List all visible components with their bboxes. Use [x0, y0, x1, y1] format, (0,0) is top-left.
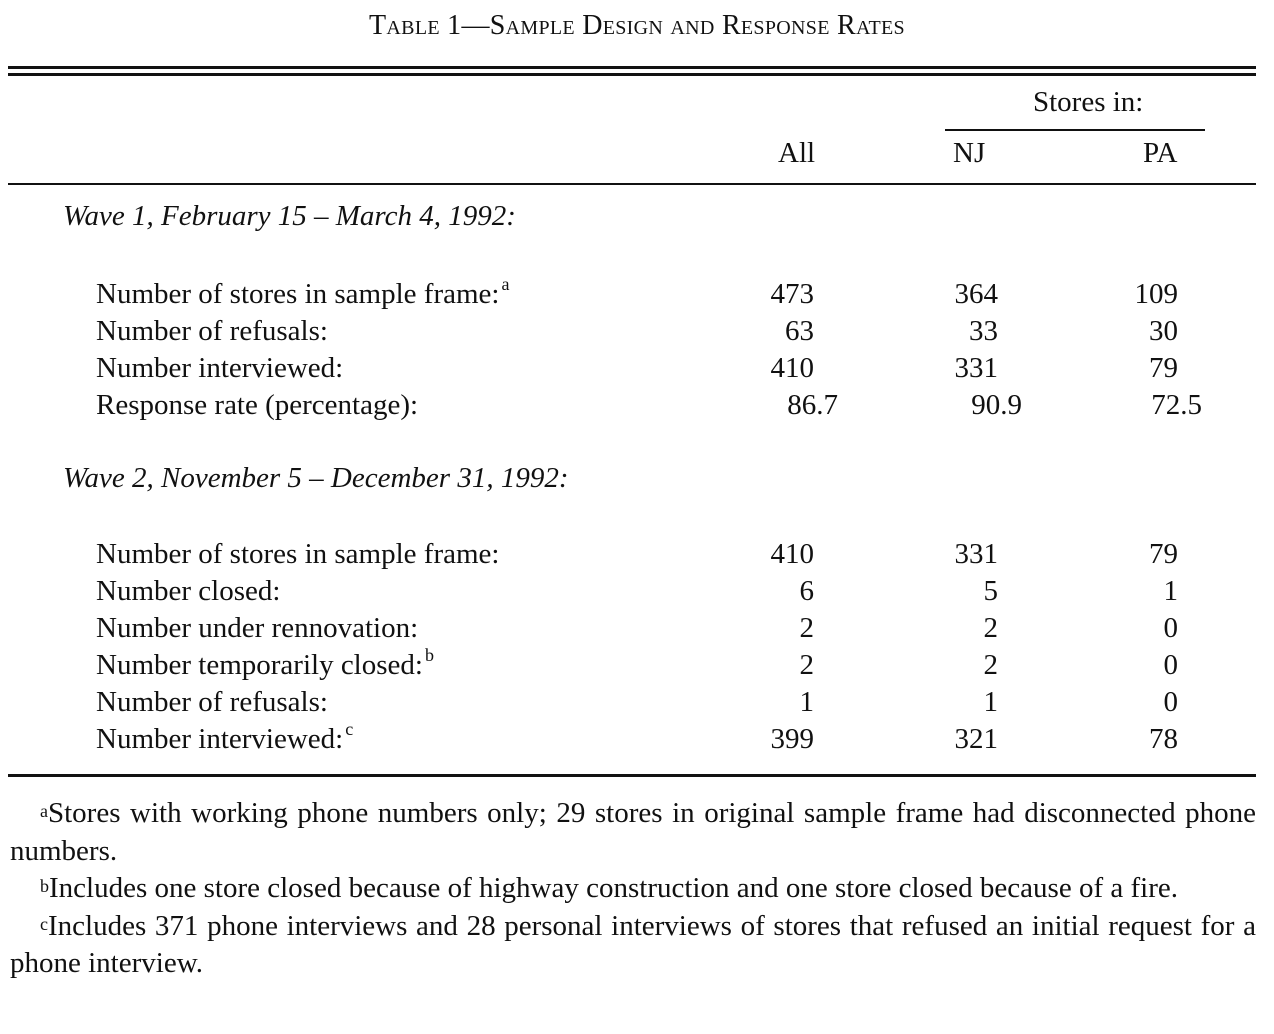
row-label: Number of refusals: — [96, 686, 328, 718]
cell-nj: 90.9 — [971, 389, 1022, 421]
cell-nj: 33 — [969, 315, 998, 347]
footnote-mark: a — [40, 801, 48, 821]
cell-all: 410 — [770, 538, 814, 570]
footnote-marker: b — [424, 645, 434, 665]
cell-nj: 2 — [983, 649, 998, 681]
row-label: Response rate (percentage): — [96, 389, 419, 421]
column-header-nj: NJ — [953, 137, 986, 169]
table-row — [0, 719, 1274, 760]
cell-pa: 0 — [1163, 612, 1178, 644]
column-header-pa: PA — [1143, 137, 1178, 169]
cell-all: 6 — [799, 575, 814, 607]
header-rule — [8, 183, 1256, 185]
footnote-marker: c — [345, 719, 354, 739]
column-group-spanner-rule — [945, 129, 1205, 131]
cell-pa: 30 — [1149, 315, 1178, 347]
table-row — [0, 274, 1274, 315]
row-label: Number of stores in sample frame: $^a$ — [96, 274, 510, 310]
table-row — [0, 686, 1274, 723]
row-label: Number under rennovation: — [96, 612, 419, 644]
cell-pa: 0 — [1163, 686, 1178, 718]
cell-pa: 0 — [1163, 649, 1178, 681]
footnote-marker: a — [501, 274, 510, 294]
row-label: Number of refusals: — [96, 315, 328, 347]
cell-pa: 109 — [1134, 278, 1178, 310]
cell-pa: 72.5 — [1151, 389, 1202, 421]
cell-all: 1 — [799, 686, 814, 718]
cell-all: 399 — [770, 723, 814, 755]
cell-nj: 321 — [954, 723, 998, 755]
section-heading-wave-2: Wave 2, November 5 – December 31, 1992: — [63, 462, 569, 494]
row-label: Number interviewed: $^c$ — [96, 719, 354, 755]
cell-pa: 1 — [1163, 575, 1178, 607]
bottom-rule — [8, 774, 1256, 777]
cell-all: 63 — [785, 315, 814, 347]
table-row — [0, 315, 1274, 352]
table-row — [0, 389, 1274, 426]
cell-nj: 1 — [983, 686, 998, 718]
footnote-text: Stores with working phone numbers only; 29 stores in original sample frame had disconnected phone numbers. — [10, 797, 1256, 867]
cell-pa: 79 — [1149, 352, 1178, 384]
cell-pa: 79 — [1149, 538, 1178, 570]
footnote-text: Includes 371 phone interviews and 28 personal interviews of stores that refused an initial request for a phone interview. — [10, 909, 1256, 979]
footnote-mark: c — [40, 913, 48, 934]
table-row — [0, 575, 1274, 612]
top-double-rule-upper — [8, 66, 1256, 69]
cell-nj: 5 — [983, 575, 998, 607]
table-row — [0, 352, 1274, 389]
table-title: Table 1—Sample Design and Response Rates — [369, 10, 905, 41]
cell-all: 410 — [770, 352, 814, 384]
top-double-rule-lower — [8, 73, 1256, 76]
table-row — [0, 538, 1274, 575]
footnote-b — [10, 870, 1256, 908]
cell-all: 86.7 — [787, 389, 838, 421]
cell-nj: 331 — [954, 352, 998, 384]
table-footnotes — [10, 795, 1256, 983]
footnote-c — [10, 908, 1256, 983]
section-heading-wave-1: Wave 1, February 15 – March 4, 1992: — [63, 200, 516, 232]
row-label: Number of stores in sample frame: — [96, 538, 500, 570]
cell-all: 2 — [799, 612, 814, 644]
cell-nj: 331 — [954, 538, 998, 570]
cell-all: 473 — [770, 278, 814, 310]
cell-all: 2 — [799, 649, 814, 681]
column-group-header: Stores in: — [1033, 86, 1144, 118]
row-label: Number interviewed: — [96, 352, 344, 384]
table-row — [0, 612, 1274, 649]
column-header-all: All — [778, 137, 816, 169]
footnote-mark: b — [40, 876, 49, 896]
footnote-text: Includes one store closed because of highway construction and one store closed because of a fire. — [49, 872, 1178, 904]
footnote-a — [10, 795, 1256, 870]
cell-pa: 78 — [1149, 723, 1178, 755]
row-label: Number temporarily closed: $^b$ — [96, 645, 434, 681]
row-label: Number closed: — [96, 575, 281, 607]
cell-nj: 2 — [983, 612, 998, 644]
cell-nj: 364 — [954, 278, 998, 310]
table-row — [0, 645, 1274, 686]
